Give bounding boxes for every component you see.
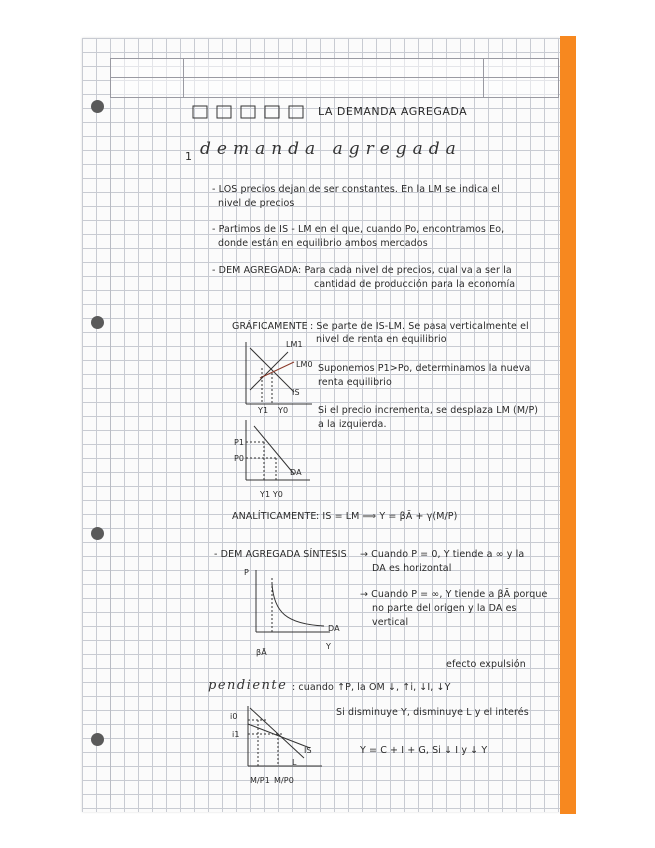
graph2-label: P0	[234, 454, 245, 463]
graph1-label: Y0	[278, 406, 289, 415]
analiticamente-label: ANALÍTICAMENTE	[232, 511, 317, 522]
bullet-line: - LOS precios dejan de ser constantes. En la LM se indica el	[212, 184, 500, 195]
graficamente-text: : Se parte de IS-LM. Se pasa verticalmente el	[310, 321, 529, 332]
graficamente-text: Si el precio incrementa, se desplaza LM (M/P)	[318, 405, 539, 416]
graph2-label: DA	[290, 468, 302, 477]
pendiente-label: pendiente	[208, 678, 288, 693]
punch-hole	[91, 100, 104, 113]
graph3-label: P	[244, 568, 249, 577]
graph3-label: DA	[328, 624, 340, 633]
margin-line	[110, 100, 111, 800]
sintesis-text: vertical	[372, 617, 409, 628]
sintesis-text: → Cuando P = ∞, Y tiende a βĀ porque	[360, 589, 548, 600]
da-sintesis-graph	[246, 568, 336, 644]
bullet-line: - Partimos de IS - LM en el que, cuando Po, encontramos Eo,	[212, 224, 505, 235]
sintesis-text: → Cuando P = 0, Y tiende a ∞ y la	[360, 549, 525, 560]
orange-edge	[560, 36, 576, 814]
sintesis-text: no parte del origen y la DA es	[372, 603, 517, 614]
graficamente-text: a la izquierda.	[318, 419, 387, 430]
graficamente-label: GRÁFICAMENTE	[232, 321, 308, 332]
punch-hole	[91, 316, 104, 329]
graph1-label: Y1	[258, 406, 269, 415]
bullet-line: donde están en equilibrio ambos mercados	[218, 238, 428, 249]
graph4-label: i0	[230, 712, 238, 721]
pendiente-text: Si disminuye Y, disminuye L y el interés	[336, 707, 529, 718]
bullet-line: nivel de precios	[218, 198, 295, 209]
pendiente-formula: Y = C + I + G, Si ↓ I y ↓ Y	[360, 745, 488, 756]
pendiente-text: : cuando ↑P, la OM ↓, ↑i, ↓I, ↓Y	[292, 682, 451, 693]
islm-graph	[236, 338, 316, 418]
punch-hole	[91, 733, 104, 746]
section-heading: demanda agregada	[200, 139, 462, 159]
graph1-label: IS	[292, 388, 300, 397]
decorative-boxes	[192, 104, 312, 120]
header-box	[110, 58, 559, 98]
graph3-label: Y	[326, 642, 331, 651]
graph3-label: βĀ	[256, 648, 267, 657]
money-market-graph	[238, 704, 328, 774]
analiticamente-formula: : IS = LM ⟹ Y = βĀ + γ(M/P)	[316, 511, 458, 522]
punch-hole	[91, 527, 104, 540]
graficamente-text: Suponemos P1>Po, determinamos la nueva	[318, 363, 531, 374]
graph4-label: L	[292, 758, 297, 767]
expulsion-note: efecto expulsión	[446, 659, 526, 670]
bullet-line: cantidad de producción para la economía	[314, 279, 516, 290]
graph1-label: LM0	[296, 360, 313, 369]
graficamente-text: nivel de renta en equilibrio	[316, 334, 447, 345]
sintesis-text: DA es horizontal	[372, 563, 452, 574]
graph1-label: LM1	[286, 340, 303, 349]
graph4-label: M/P0	[274, 776, 294, 785]
bullet-line: - DEM AGREGADA: Para cada nivel de precios, cual va a ser la	[212, 265, 512, 276]
page-title: LA DEMANDA AGREGADA	[318, 105, 468, 118]
graph2-label: Y1 Y0	[260, 490, 283, 499]
graph4-label: IS	[304, 746, 312, 755]
graph2-label: P1	[234, 438, 245, 447]
section-number: 1	[185, 150, 193, 163]
graficamente-text: renta equilibrio	[318, 377, 392, 388]
graph4-label: M/P1	[250, 776, 270, 785]
graph4-label: i1	[232, 730, 240, 739]
sintesis-label: - DEM AGREGADA SÍNTESIS	[214, 549, 347, 560]
da-graph	[236, 418, 316, 488]
